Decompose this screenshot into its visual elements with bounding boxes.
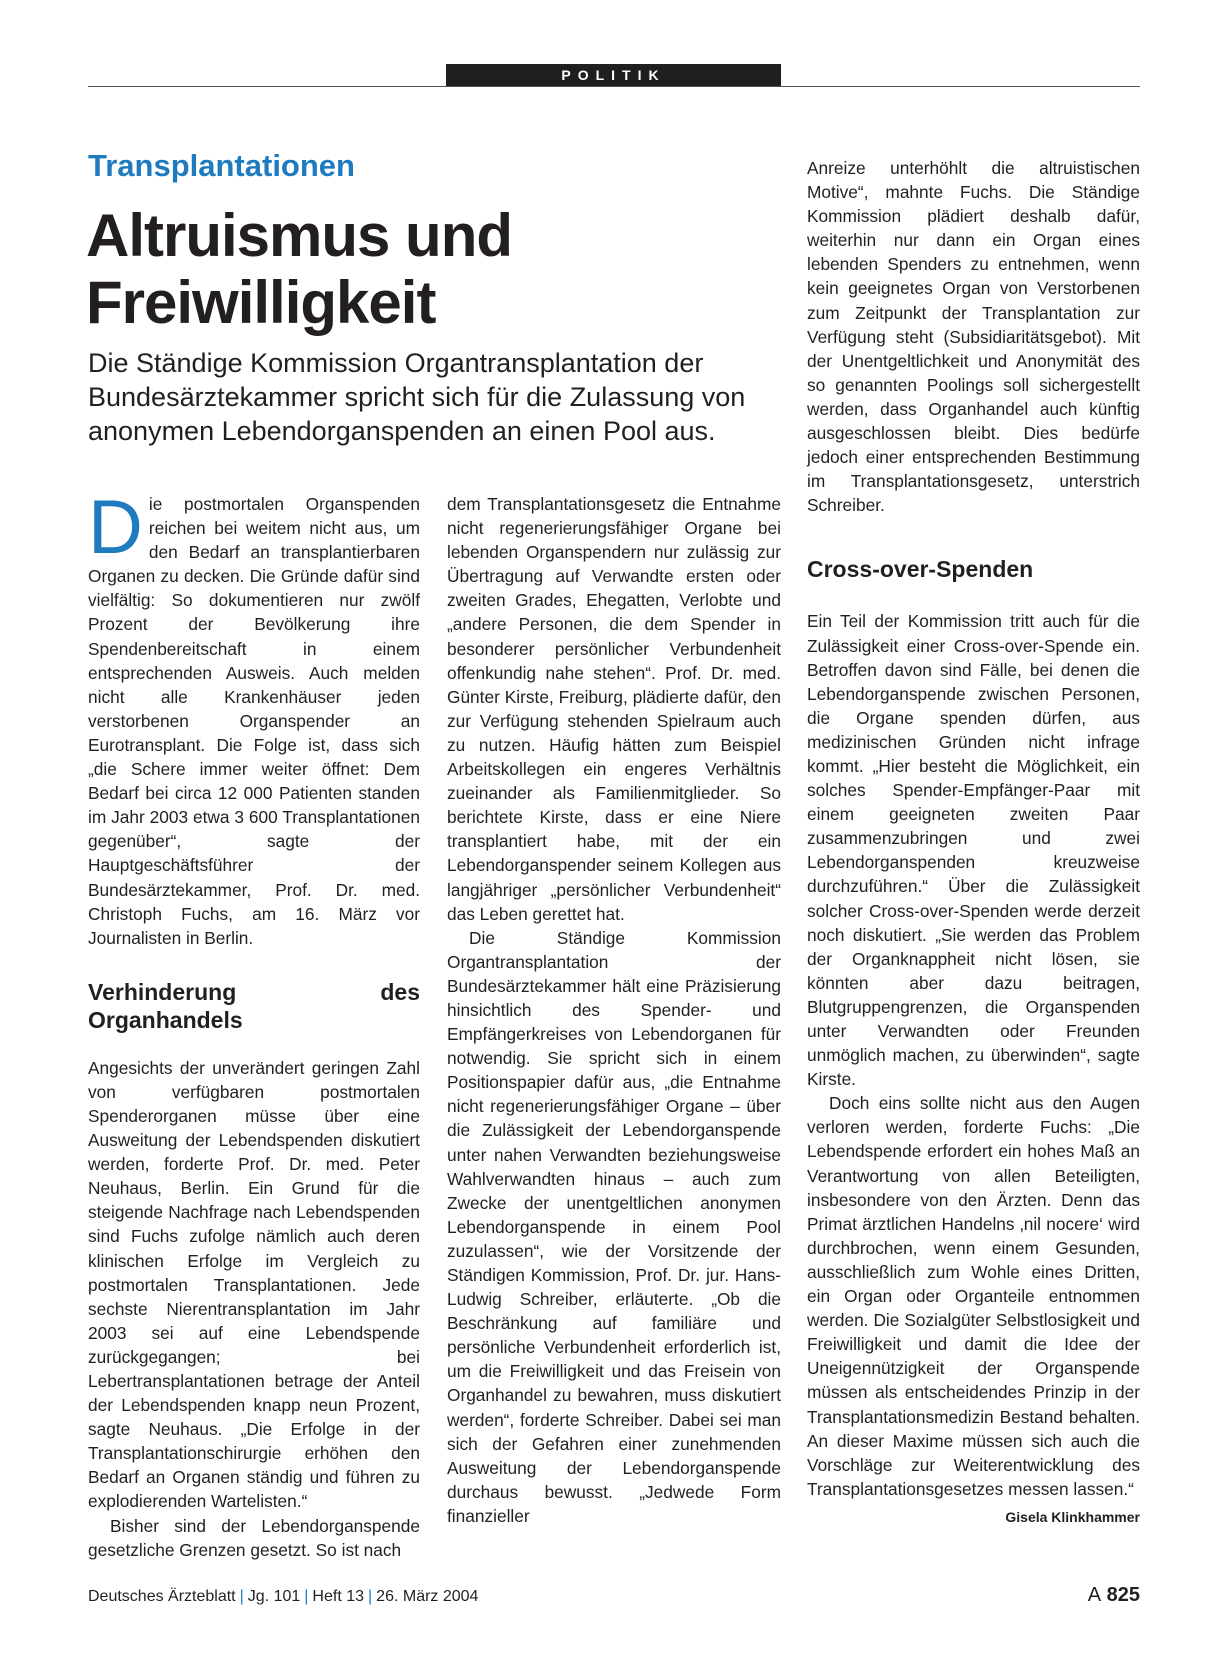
page-number: [1088, 1584, 1140, 1607]
header-rule: [88, 86, 1140, 87]
article-kicker: Transplantationen: [88, 148, 355, 183]
issue: Heft 13: [312, 1588, 365, 1605]
paragraph-intro: [88, 485, 420, 950]
subheading-cross-over: Cross-over-Spenden: [807, 556, 1034, 583]
footer-separator: |: [304, 1588, 309, 1605]
column-1: [88, 485, 420, 1562]
subheading-organhandel: Verhinderung des Organhandels: [88, 978, 420, 1033]
page-number-value: 825: [1106, 1584, 1140, 1606]
article-title: [86, 202, 746, 336]
article-title-line-1: Altruismus und: [86, 202, 513, 269]
footer-citation: [88, 1588, 478, 1606]
column-3: [807, 156, 1140, 1529]
paragraph-2: Angesichts der unverändert geringen Zahl von verfügbaren postmortalen Spenderorganen müsse über eine Ausweitung der Lebendspenden diskutiert werden, forderte Prof. Dr. med. Peter Neuhaus, Berlin. Ein Grund für die steigende Nachfrage nach Lebendspenden sind Fuchs zufolge nämlich auch deren klinischen Erfolge im Vergleich zu postmortalen Transplantationen. Jede sechste Nierentransplantation im Jahr 2003 sei auf eine Lebendspende zurückgegangen; bei Lebertransplantationen betrage der Anteil der Lebendspenden knapp neun Prozent, sagte Neuhaus. „Die Erfolge in der Transplantationschirurgie erhöhen den Bedarf an Organen ständig und führen zu explodierenden Wartelisten.“: [88, 1057, 420, 1512]
author-name: Gisela Klinkhammer: [1005, 1508, 1140, 1525]
journal-name: Deutsches Ärzteblatt: [88, 1588, 236, 1605]
paragraph-6: Anreize unterhöhlt die altruistischen Motive“, mahnte Fuchs. Die Ständige Kommission plädiert deshalb dafür, weiterhin nur dann ein Organ eines lebenden Spenders zu entnehmen, wenn kein geeignetes Organ von Verstorbenen zum Zeitpunkt der Transplantation zur Verfügung steht (Subsidiaritätsgebot). Mit der Unentgeltlichkeit und Anonymität des so genannten Poolings soll sichergestellt werden, dass Organhandel auch künftig ausgeschlossen bleibt. Dies bedürfe jedoch einer entsprechenden Bestimmung im Transplantationsgesetz, unterstrich Schreiber.: [807, 158, 1140, 516]
paragraph-8-text: Doch eins sollte nicht aus den Augen verloren werden, forderte Fuchs: „Die Lebendspende erfordert ein hohes Maß an Verantwortung von allen Beteiligten, insbesondere von den Ärzten. Denn das Primat ärztlichen Handelns ‚nil nocere‘ wird durchbrochen, wenn einem Gesunden, ausschließlich zum Wohle eines Dritten, ein Organ oder Organteile entnommen werden. Die Sozialgüter Selbstlosigkeit und Freiwilligkeit und damit die Idee der Uneigennützigkeit der Organspende müssen als entscheidendes Prinzip in der Transplantationsmedizin Bestand behalten. An dieser Maxime müssen sich auch die Vorschläge zur Weiterentwicklung des Transplantationsgesetzes messen lassen.“: [807, 1093, 1140, 1499]
issue-date: 26. März 2004: [376, 1588, 479, 1605]
paragraph-4: dem Transplantationsgesetz die Entnahme nicht regenerierungsfähiger Organe bei lebenden Organspendern nur zulässig zur Übertragung auf Verwandte ersten oder zweiten Grades, Ehegatten, Verlobte und „andere Personen, die dem Spender in besonderer persönlicher Verbundenheit offenkundig nahe stehen“. Prof. Dr. med. Günter Kirste, Freiburg, plädierte dafür, den zur Verfügung stehenden Spielraum auch zu nutzen. Häufig hätten zum Beispiel Arbeitskollegen ein engeres Verhältnis zueinander als Familienmitglieder. So berichtete Kirste, dass er eine Niere transplantiert habe, mit der ein Lebendorganspender seinem Kollegen aus langjähriger „persönlicher Verbundenheit“ das Leben gerettet hat.: [447, 494, 781, 924]
article-deck: Die Ständige Kommission Organtransplantation der Bundesärztekammer spricht sich für die Zulassung von anonymen Lebendorganspenden an einen Pool aus.: [88, 348, 746, 446]
drop-cap: D: [88, 485, 143, 570]
paragraph-7: Ein Teil der Kommission tritt auch für die Zulässigkeit einer Cross-over-Spende ein. Betroffen davon sind Fälle, bei denen die Lebendorganspende zwischen Personen, die Organe spenden dürfen, aus medizinischen Gründen nicht infrage kommt. „Hier besteht die Möglichkeit, ein solches Spender-Empfänger-Paar mit einem geeigneten zweiten Paar zusammenzubringen und zwei Lebendorganspenden kreuzweise durchzuführen.“ Über die Zulässigkeit solcher Cross-over-Spenden werde derzeit noch diskutiert. „Sie werden das Problem der Organknappheit nicht lösen, sie könnten aber dazu beitragen, Blutgruppengrenzen, die Organspenden unter Verwandten oder Freunden unmöglich machen, zu überwinden“, sagte Kirste.: [807, 611, 1140, 1090]
article-title-line-2: Freiwilligkeit: [86, 269, 436, 336]
section-label: POLITIK: [446, 64, 781, 86]
footer-separator: |: [368, 1588, 373, 1605]
paragraph-5: Die Ständige Kommission Organtransplantation der Bundesärztekammer hält eine Präzisierung hinsichtlich des Spender- und Empfängerkreises von Lebendorganen für notwendig. Sie spricht sich in einem Positionspapier dafür aus, „die Entnahme nicht regenerierungsfähiger Organe – über die Zulässigkeit der Lebendorganspende unter nahen Verwandten beziehungsweise Wahlverwandten hinaus – auch zum Zwecke der unentgeltlichen anonymen Lebendorganspende in einem Pool zuzulassen“, wie der Vorsitzende der Ständigen Kommission, Prof. Dr. jur. Hans-Ludwig Schreiber, erläuterte. „Ob die Beschränkung auf familiäre und persönliche Verbundenheit erforderlich ist, um die Freiwilligkeit und das Freisein von Organhandel zu bewahren, muss diskutiert werden“, forderte Schreiber. Dabei sei man sich der Gefahren einer zunehmenden Ausweitung der Lebendorganspende durchaus bewusst. „Jedwede Form finanzieller: [447, 927, 781, 1526]
paragraph-3: Bisher sind der Lebendorganspende gesetzliche Grenzen gesetzt. So ist nach: [88, 1515, 420, 1560]
volume: Jg. 101: [247, 1588, 301, 1605]
footer-separator: |: [239, 1588, 244, 1605]
column-2: [447, 492, 781, 1528]
paragraph-8: [807, 1091, 1140, 1525]
page-prefix: A: [1087, 1584, 1102, 1606]
paragraph-intro-text: ie postmortalen Organspenden reichen bei weitem nicht aus, um den Bedarf an transplantierbaren Organen zu decken. Die Gründe dafür sind vielfältig: So dokumentieren nur zwölf Prozent der Bevölkerung ihre Spendenbereitschaft in einem entsprechenden Ausweis. Auch melden nicht alle Krankenhäuser jeden verstorbenen Organspender an Eurotransplant. Die Folge ist, dass sich „die Schere immer weiter öffnet: Dem Bedarf bei circa 12 000 Patienten standen im Jahr 2003 etwa 3 600 Transplantationen gegenüber“, sagte der Hauptgeschäftsführer der Bundesärztekammer, Prof. Dr. med. Christoph Fuchs, am 16. März vor Journalisten in Berlin.: [88, 494, 420, 948]
